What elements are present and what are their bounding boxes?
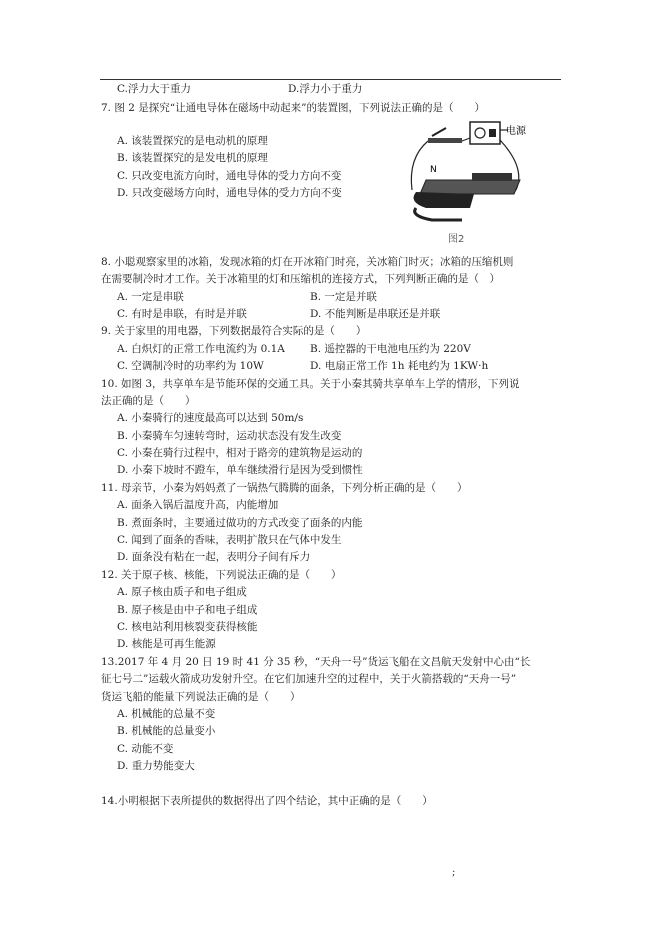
q12-option-a: A. 原子核由质子和电子组成 bbox=[117, 586, 247, 598]
q12-stem: 12. 关于原子核、核能，下列说法正确的是（ ） bbox=[101, 569, 342, 581]
q12-option-c: C. 核电站利用核裂变获得核能 bbox=[117, 621, 258, 633]
q6-option-d: D.浮力小于重力 bbox=[288, 83, 363, 95]
q9-option-a: A. 白炽灯的正常工作电流约为 0.1A bbox=[117, 343, 285, 355]
q7-option-c: C. 只改变电流方向时，通电导体的受力方向不变 bbox=[117, 170, 342, 182]
q10-option-b: B. 小秦骑车匀速转弯时，运动状态没有发生改变 bbox=[117, 430, 342, 442]
q8-stem-line1: 8. 小聪观察家里的冰箱，发现冰箱的灯在开冰箱门时亮，关冰箱门时灭；冰箱的压缩机则 bbox=[101, 256, 514, 268]
figure-2-apparatus bbox=[402, 118, 532, 248]
q11-option-a: A. 面条入锅后温度升高，内能增加 bbox=[117, 499, 279, 511]
q10-stem-line1: 10. 如图 3，共享单车是节能环保的交通工具。关于小秦其骑共享单车上学的情形，下列说 bbox=[101, 378, 520, 390]
q12-option-d: D. 核能是可再生能源 bbox=[117, 638, 216, 650]
q8-stem-line2: 在需要制冷时才工作。关于冰箱里的灯和压缩机的连接方式，下列判断正确的是（ ） bbox=[101, 273, 500, 285]
q11-option-b: B. 煮面条时，主要通过做功的方式改变了面条的内能 bbox=[117, 517, 363, 529]
q11-option-d: D. 面条没有粘在一起，表明分子间有斥力 bbox=[117, 551, 311, 563]
q10-option-d: D. 小秦下坡时不蹬车，单车继续滑行是因为受到惯性 bbox=[117, 464, 363, 476]
q13-option-c: C. 动能不变 bbox=[117, 743, 174, 755]
q7-option-a: A. 该装置探究的是电动机的原理 bbox=[117, 135, 268, 147]
q14-stem: 14.小明根据下表所提供的数据得出了四个结论，其中正确的是（ ） bbox=[101, 795, 433, 807]
q8-option-d: D. 不能判断是串联还是并联 bbox=[310, 308, 441, 320]
q10-option-a: A. 小秦骑行的速度最高可以达到 50m/s bbox=[117, 412, 304, 424]
q13-stem-line3: 货运飞船的能量下列说法正确的是（ ） bbox=[101, 691, 301, 703]
header-rule bbox=[100, 79, 561, 80]
power-label: 电源 bbox=[506, 126, 526, 137]
q9-option-c: C. 空调制冷时的功率约为 10W bbox=[117, 360, 264, 372]
q11-option-c: C. 闻到了面条的香味，表明扩散只在气体中发生 bbox=[117, 534, 342, 546]
q8-option-a: A. 一定是串联 bbox=[117, 291, 184, 303]
q7-option-d: D. 只改变磁场方向时，通电导体的受力方向不变 bbox=[117, 187, 342, 199]
q13-option-b: B. 机械能的总量变小 bbox=[117, 725, 216, 737]
q12-option-b: B. 原子核是由中子和电子组成 bbox=[117, 604, 258, 616]
q9-option-d: D. 电扇正常工作 1h 耗电约为 1KW·h bbox=[310, 360, 489, 372]
q10-stem-line2: 法正确的是（ ） bbox=[101, 395, 196, 407]
q13-option-a: A. 机械能的总量不变 bbox=[117, 708, 216, 720]
q11-stem: 11. 母亲节，小秦为妈妈煮了一锅热气腾腾的面条，下列分析正确的是（ ） bbox=[101, 482, 468, 494]
q7-stem: 7. 图 2 是探究“让通电导体在磁场中动起来”的装置图，下列说法正确的是（ ） bbox=[101, 102, 485, 114]
figure-2-caption: 图2 bbox=[448, 234, 465, 245]
q13-stem-line1: 13.2017 年 4 月 20 日 19 时 41 分 35 秒，“天舟一号”货运飞船在文昌航天发射中心由“长 bbox=[101, 656, 531, 668]
q9-stem: 9. 关于家里的用电器，下列数据最符合实际的是（ ） bbox=[101, 325, 367, 337]
q8-option-c: C. 有时是串联，有时是并联 bbox=[117, 308, 247, 320]
q10-option-c: C. 小秦在骑行过程中，相对于路旁的建筑物是运动的 bbox=[117, 447, 363, 459]
q8-option-b: B. 一定是并联 bbox=[310, 291, 377, 303]
q6-option-c: C.浮力大于重力 bbox=[117, 83, 191, 95]
q9-option-b: B. 遥控器的干电池电压约为 220V bbox=[310, 343, 471, 355]
q13-option-d: D. 重力势能变大 bbox=[117, 760, 195, 772]
q7-option-b: B. 该装置探究的是发电机的原理 bbox=[117, 152, 268, 164]
footer-mark: ; bbox=[452, 867, 456, 878]
magnet-icon bbox=[414, 192, 474, 208]
magnet-n-label: N bbox=[430, 165, 437, 175]
q13-stem-line2: 征七号二”运载火箭成功发射升空。在它们加速升空的过程中，关于火箭搭载的“天舟一号” bbox=[101, 673, 517, 685]
